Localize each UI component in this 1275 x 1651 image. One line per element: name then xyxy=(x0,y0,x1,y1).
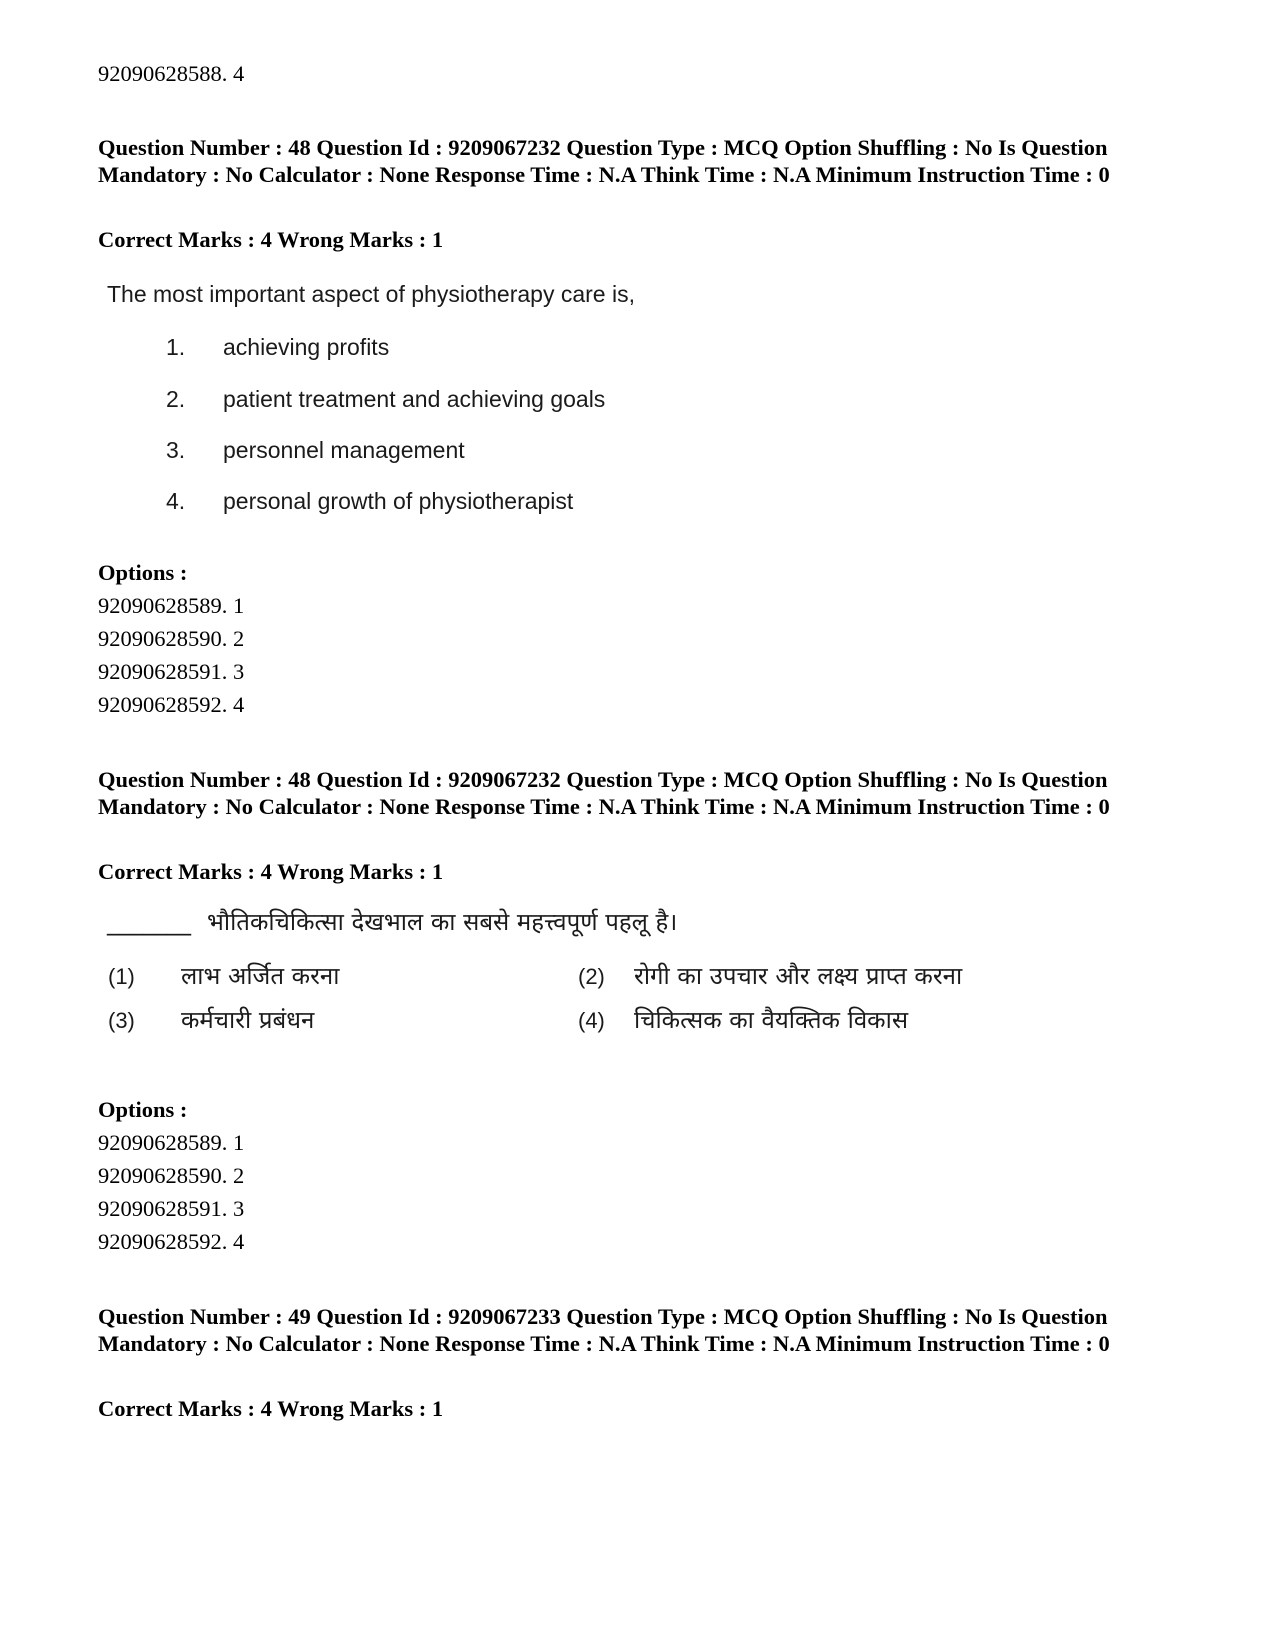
choice-text: patient treatment and achieving goals xyxy=(223,386,606,412)
choice-number: 4. xyxy=(166,488,186,514)
option-line: 92090628592. 4 xyxy=(98,1229,245,1254)
choice-text: रोगी का उपचार और लक्ष्य प्राप्त करना xyxy=(634,962,963,990)
choice-text: personnel management xyxy=(223,437,465,463)
question-blank: _______ xyxy=(107,908,191,936)
option-line: 92090628590. 2 xyxy=(98,626,245,651)
choice-text: achieving profits xyxy=(223,334,390,360)
previous-option-line: 92090628588. 4 xyxy=(98,61,245,86)
question-marks-2: Correct Marks : 4 Wrong Marks : 1 xyxy=(98,859,444,884)
question-marks-1: Correct Marks : 4 Wrong Marks : 1 xyxy=(98,227,444,252)
choice-number: (3) xyxy=(108,1008,135,1033)
question-marks-3: Correct Marks : 4 Wrong Marks : 1 xyxy=(98,1396,444,1421)
question-meta-1: Question Number : 48 Question Id : 9209067232 Question Type : MCQ Option Shuffling : No Is Question Mandatory : No Calculator : None Response Time : N.A Think Time : N.A Minimum Instruction Time : 0 xyxy=(98,135,1110,187)
question-meta-3: Question Number : 49 Question Id : 9209067233 Question Type : MCQ Option Shuffling : No Is Question Mandatory : No Calculator : None Response Time : N.A Think Time : N.A Minimum Instruction Time : 0 xyxy=(98,1304,1110,1356)
option-line: 92090628590. 2 xyxy=(98,1163,245,1188)
choice-number: (2) xyxy=(578,964,605,989)
choice-text: चिकित्सक का वैयक्तिक विकास xyxy=(634,1006,909,1034)
choice-number: 3. xyxy=(166,437,186,463)
choice-number: 2. xyxy=(166,386,186,412)
option-line: 92090628589. 1 xyxy=(98,1130,245,1155)
option-line: 92090628589. 1 xyxy=(98,593,245,618)
option-line: 92090628592. 4 xyxy=(98,692,245,717)
options-label-1: Options : xyxy=(98,560,188,585)
question-text-2: भौतिकचिकित्सा देखभाल का सबसे महत्त्वपूर्ण पहलू है। xyxy=(207,908,678,936)
choice-number: 1. xyxy=(166,334,186,360)
options-label-2: Options : xyxy=(98,1097,188,1122)
question-meta-2: Question Number : 48 Question Id : 9209067232 Question Type : MCQ Option Shuffling : No Is Question Mandatory : No Calculator : None Response Time : N.A Think Time : N.A Minimum Instruction Time : 0 xyxy=(98,767,1110,819)
choice-text: कर्मचारी प्रबंधन xyxy=(181,1006,315,1034)
choice-text: personal growth of physiotherapist xyxy=(223,488,574,514)
choice-number: (1) xyxy=(108,964,135,989)
question-text-1: The most important aspect of physiotherapy care is, xyxy=(107,281,635,307)
option-line: 92090628591. 3 xyxy=(98,1196,245,1221)
choice-text: लाभ अर्जित करना xyxy=(181,962,340,990)
choice-number: (4) xyxy=(578,1008,605,1033)
option-line: 92090628591. 3 xyxy=(98,659,245,684)
